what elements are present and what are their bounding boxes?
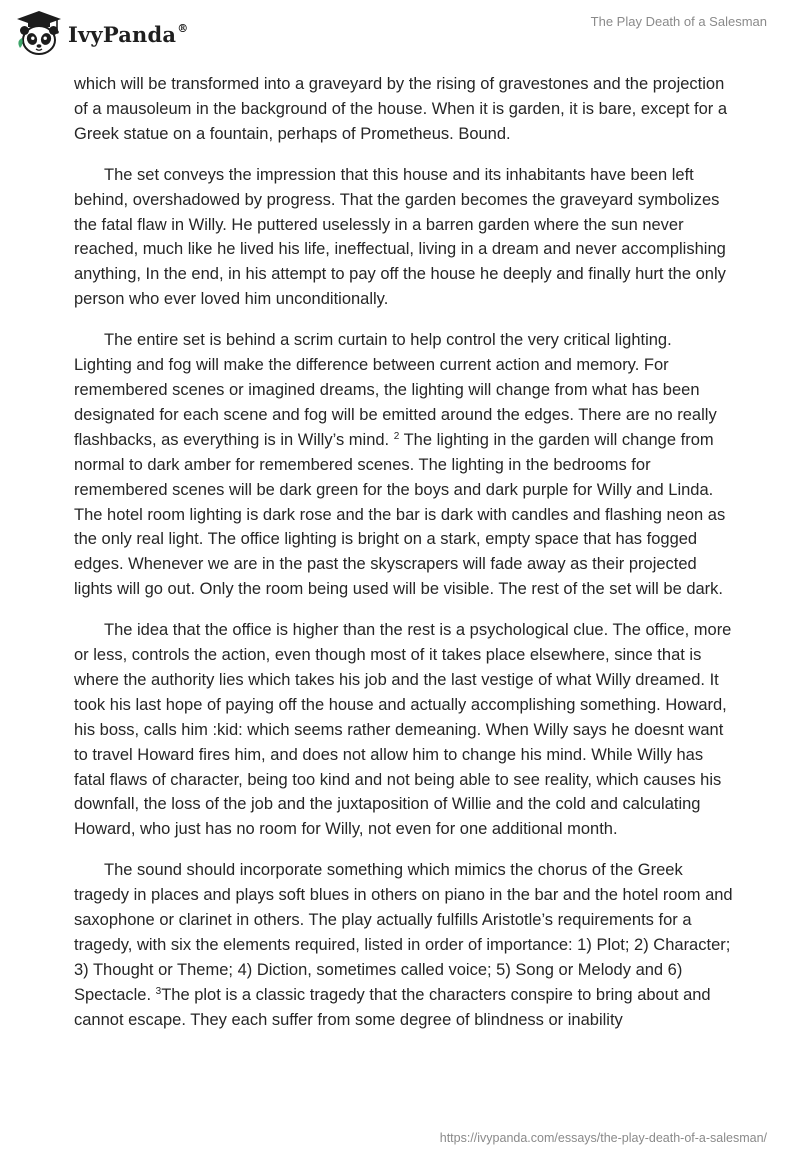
source-url[interactable]: https://ivypanda.com/essays/the-play-death-of-a-salesman/	[439, 1131, 767, 1145]
footnote-ref-2[interactable]: 2	[393, 430, 400, 442]
panda-graduate-icon	[14, 8, 64, 58]
paragraph-2: The set conveys the impression that this house and its inhabitants have been left behind, overshadowed by progress. That the garden becomes the graveyard symbolizes the fatal flaw in Willy. He puttered uselessly in a barren garden where the sun never reached, much like he lived his life, ineffectual, living in a dream and never accomplishing anything, In the end, in his attempt to pay off the house he deeply and finally hurt the only person who ever loved him unconditionally.	[74, 165, 726, 309]
paragraph-3	[74, 328, 734, 602]
paragraph-5-text-a: The sound should incorporate something which mimics the chorus of the Greek tragedy in places and plays soft blues in others on piano in the bar and the hotel room and saxophone or clarinet in others. The play actually fulfills Aristotle’s requirements for a tragedy, with six the elements required, listed in order of importance: 1) Plot; 2) Character; 3) Thought or Theme; 4) Diction, sometimes called voice; 5) Song or Melody and 6) Spectacle.	[74, 861, 733, 1004]
brand-logo[interactable]	[14, 8, 188, 58]
essay-body	[74, 72, 734, 1049]
brand-name	[68, 22, 188, 47]
brand-name-text: IvyPanda	[68, 21, 177, 47]
registered-mark: ®	[177, 21, 189, 35]
paragraph-5	[74, 858, 734, 1032]
paragraph-1: which will be transformed into a graveyard by the rising of gravestones and the projection of a mausoleum in the background of the house. When it is garden, it is bare, except for a Greek statue on a fountain, perhaps of Prometheus. Bound.	[74, 75, 728, 143]
footnote-ref-3[interactable]: 3	[155, 985, 162, 997]
paragraph-3-text-b: The lighting in the garden will change from normal to dark amber for remembered scenes. The lighting in the bedrooms for remembered scenes will be dark green for the boys and dark purple for Willy and Linda. The hotel room lighting is dark rose and the bar is dark with candles and flashing neon as the only real light. The office lighting is bright on a stark, empty space that has fogged edges. Whenever we are in the past the skyscrapers will fade away as their projected lights will go out. Only the room being used will be visible. The rest of the set will be dark.	[74, 430, 726, 599]
paragraph-5-text-b: The plot is a classic tragedy that the characters conspire to bring about and cannot escape. They each suffer from some degree of blindness or inability	[74, 985, 711, 1029]
paragraph-3-text-a: The entire set is behind a scrim curtain to help control the very critical lighting. Lighting and fog will make the difference between current action and memory. For remembered scenes or imagined dreams, the lighting will change from what has been designated for each scene and fog will be emitted around the edges. There are no really flashbacks, as everything is in Willy’s mind.	[74, 331, 717, 449]
document-title: The Play Death of a Salesman	[590, 14, 767, 29]
page-header	[0, 0, 800, 66]
paragraph-4: The idea that the office is higher than the rest is a psychological clue. The office, more or less, controls the action, even though most of it takes place elsewhere, since that is where the authority lies which takes his job and the last vestige of what Willy dreamed. It took his last hope of paying off the house and actually accomplishing something. Howard, his boss, calls him :kid: which seems rather demeaning. When Willy says he doesnt want to travel Howard fires him, and does not allow him to change his mind. While Willy has fatal flaws of character, being too kind and not being able to see reality, which causes his downfall, the loss of the job and the juxtaposition of Willie and the cold and calculating Howard, who just has no room for Willy, not even for one additional month.	[74, 621, 732, 839]
